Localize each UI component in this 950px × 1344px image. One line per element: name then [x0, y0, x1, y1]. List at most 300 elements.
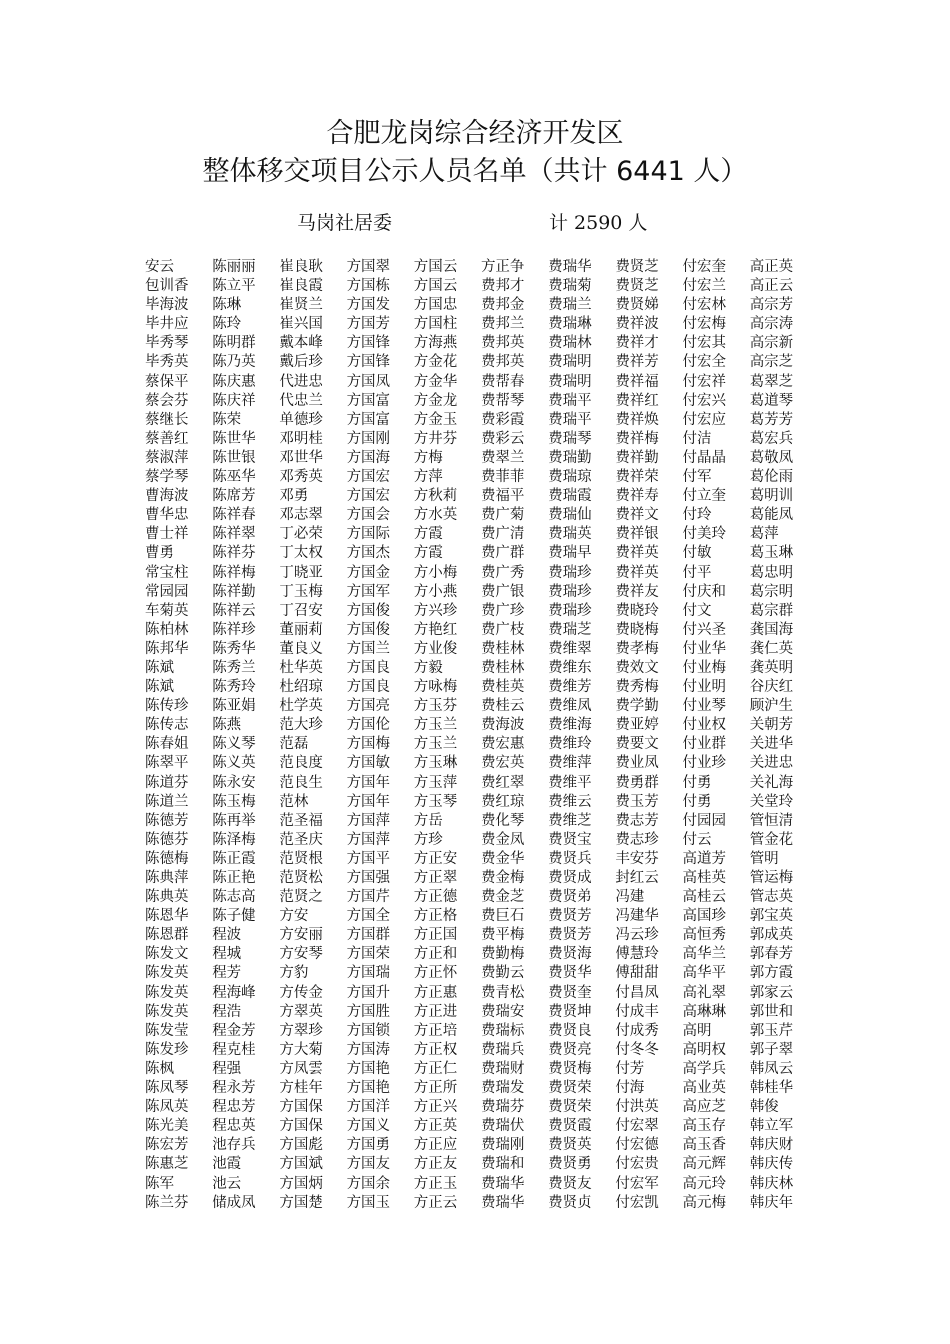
- name-cell: 陈永安: [212, 774, 256, 791]
- name-cell: 方安丽: [279, 927, 323, 944]
- name-cell: 陈道芬: [145, 774, 189, 791]
- name-cell: 费勤云: [480, 965, 525, 982]
- name-cell: 高明: [682, 1022, 712, 1039]
- name-cell: 陈秀玲: [212, 679, 256, 696]
- name-cell: 方毅: [413, 659, 443, 676]
- name-cell: 方国萍: [346, 812, 391, 829]
- name-cell: 费瑞琼: [548, 469, 592, 486]
- name-cell: 方国伦: [346, 717, 391, 734]
- name-cell: 方翠珍: [279, 1022, 323, 1039]
- name-cell: 付业权: [682, 717, 726, 734]
- name-cell: 费瑞财: [480, 1060, 525, 1077]
- name-cell: 高华平: [682, 965, 726, 982]
- name-cell: 方正玉: [413, 1175, 458, 1192]
- name-cell: 郭成英: [749, 927, 794, 944]
- name-cell: 方艳红: [413, 621, 458, 638]
- name-cell: 范贤之: [279, 889, 323, 906]
- name-cell: 付宏林: [682, 297, 726, 314]
- name-cell: 常园园: [145, 583, 189, 600]
- name-cell: 费瑞兰: [548, 297, 592, 314]
- name-cell: 高正云: [749, 278, 794, 295]
- name-cell: 方国年: [346, 774, 391, 791]
- name-cell: 高玉存: [682, 1118, 726, 1135]
- name-cell: 葛玉琳: [749, 545, 794, 562]
- name-cell: 付洪英: [615, 1099, 659, 1116]
- name-cell: 丁玉梅: [279, 583, 323, 600]
- name-cell: 费贤亮: [548, 1041, 592, 1058]
- name-cell: 关朝芳: [749, 717, 794, 734]
- name-cell: 费贤宝: [548, 831, 592, 848]
- name-cell: 郭春芳: [749, 946, 794, 963]
- name-cell: 费瑞芝: [548, 621, 592, 638]
- name-cell: 方国玉: [346, 1194, 391, 1211]
- name-cell: 费祥友: [615, 583, 659, 600]
- name-cell: 陈发珍: [145, 1041, 189, 1058]
- name-cell: 方国瑞: [346, 965, 391, 982]
- name-cell: 葛能凤: [749, 507, 794, 524]
- name-cell: 陈义琴: [212, 736, 256, 753]
- name-cell: 高桂云: [682, 889, 726, 906]
- name-cell: 费帮春: [480, 373, 525, 390]
- name-cell: 费贤芝: [615, 278, 659, 295]
- name-cell: 费瑞华: [548, 259, 592, 275]
- name-column: [212, 258, 279, 1213]
- name-cell: 费邦英: [480, 335, 525, 352]
- name-column: [279, 258, 346, 1213]
- name-cell: 费帮琴: [480, 392, 525, 409]
- name-cell: 费桂林: [480, 640, 525, 657]
- name-cell: 蔡保平: [145, 373, 189, 390]
- name-cell: 方国军: [346, 583, 391, 600]
- name-cell: 方国忠: [413, 297, 458, 314]
- name-cell: 方正德: [413, 889, 458, 906]
- name-cell: 付宏德: [615, 1137, 659, 1154]
- name-cell: 付宏其: [682, 335, 726, 352]
- name-cell: 付美玲: [682, 526, 726, 543]
- name-cell: 费宏惠: [480, 736, 525, 753]
- name-cell: 陈宏芳: [145, 1137, 189, 1154]
- name-cell: 陈祥勤: [212, 583, 256, 600]
- name-cell: 方国栋: [346, 278, 391, 295]
- name-cell: 方国锋: [346, 354, 391, 371]
- name-cell: 顾沪生: [749, 698, 794, 715]
- name-cell: 范贤松: [279, 870, 323, 886]
- name-column: [145, 258, 212, 1213]
- name-cell: 费维东: [548, 659, 592, 676]
- name-cell: 方国萍: [346, 831, 391, 848]
- name-cell: 陈翠平: [145, 755, 189, 772]
- name-cell: 方正仁: [413, 1060, 458, 1077]
- name-cell: 方国俊: [346, 602, 391, 619]
- name-cell: 费桂云: [480, 698, 525, 715]
- name-cell: 费秀梅: [615, 679, 659, 696]
- name-cell: 程强: [212, 1060, 242, 1077]
- name-cell: 方玉芬: [413, 698, 458, 715]
- name-cell: 付业梅: [682, 659, 726, 676]
- name-cell: 代进忠: [279, 373, 323, 390]
- name-cell: 陈正艳: [212, 870, 256, 886]
- name-cell: 高宗涛: [749, 316, 794, 333]
- name-cell: 费金华: [480, 850, 525, 867]
- name-cell: 陈邦华: [145, 640, 189, 657]
- name-cell: 陈德芳: [145, 812, 189, 829]
- name-cell: 冯建: [615, 889, 645, 906]
- name-cell: 方国芹: [346, 889, 391, 906]
- name-cell: 方国良: [346, 659, 391, 676]
- name-cell: 费瑞琳: [548, 316, 592, 333]
- name-cell: 陈秀兰: [212, 659, 256, 676]
- name-cell: 陈立平: [212, 278, 256, 295]
- name-cell: 费祥银: [615, 526, 659, 543]
- name-cell: 方玉兰: [413, 736, 458, 753]
- name-cell: 范林: [279, 793, 309, 810]
- name-cell: 邓勇: [279, 488, 309, 505]
- name-cell: 杜绍琼: [279, 679, 323, 696]
- name-cell: 常宝柱: [145, 564, 189, 581]
- name-cell: 蔡淑萍: [145, 449, 189, 466]
- name-cell: 费贤勇: [548, 1156, 592, 1173]
- name-cell: 葛宗明: [749, 583, 794, 600]
- name-cell: 费贤荣: [548, 1080, 592, 1097]
- name-cell: 费晓梅: [615, 621, 659, 638]
- name-cell: 费祥文: [615, 507, 659, 524]
- name-cell: 付宏梅: [682, 316, 726, 333]
- name-cell: 费瑞珍: [548, 583, 592, 600]
- name-cell: 方正争: [480, 259, 525, 275]
- name-cell: 付宏兴: [682, 392, 726, 409]
- name-cell: 费维玲: [548, 736, 592, 753]
- name-cell: 费亚婷: [615, 717, 659, 734]
- name-cell: 毕海波: [145, 297, 189, 314]
- name-cell: 方兴珍: [413, 602, 458, 619]
- name-cell: 费贤成: [548, 870, 592, 886]
- name-cell: 费瑞平: [548, 392, 592, 409]
- name-cell: 费瑞仙: [548, 507, 592, 524]
- name-cell: 陈光美: [145, 1118, 189, 1135]
- name-cell: 费业凤: [615, 755, 659, 772]
- name-cell: 方正安: [413, 850, 458, 867]
- name-cell: 费瑞和: [480, 1156, 525, 1173]
- name-cell: 方国艳: [346, 1080, 391, 1097]
- name-cell: 管志英: [749, 889, 794, 906]
- name-cell: 付业华: [682, 640, 726, 657]
- name-cell: 丁必荣: [279, 526, 323, 543]
- name-cell: 郭世和: [749, 1003, 794, 1020]
- name-cell: 费勇群: [615, 774, 659, 791]
- name-cell: 陈明群: [212, 335, 256, 352]
- name-cell: 程克桂: [212, 1041, 256, 1058]
- name-cell: 费瑞琴: [548, 430, 592, 447]
- name-cell: 方正格: [413, 908, 458, 925]
- name-cell: 费广秀: [480, 564, 525, 581]
- name-cell: 方国涛: [346, 1041, 391, 1058]
- name-cell: 陈祥翠: [212, 526, 256, 543]
- name-cell: 陈发英: [145, 984, 189, 1001]
- name-cell: 方国保: [279, 1099, 323, 1116]
- name-cell: 陈秀华: [212, 640, 256, 657]
- name-cell: 高应芝: [682, 1099, 726, 1116]
- name-cell: 曹华忠: [145, 507, 189, 524]
- name-cell: 池霞: [212, 1156, 242, 1173]
- name-cell: 方正国: [413, 927, 458, 944]
- name-cell: 方国金: [346, 564, 391, 581]
- name-cell: 费贤芝: [615, 259, 659, 275]
- name-cell: 毕秀琴: [145, 335, 189, 352]
- name-cell: 邓明桂: [279, 430, 323, 447]
- name-cell: 费金梅: [480, 870, 525, 886]
- name-cell: 程海峰: [212, 984, 256, 1001]
- name-cell: 方咏梅: [413, 679, 458, 696]
- name-cell: 方正兴: [413, 1099, 458, 1116]
- name-cell: 管明: [749, 850, 779, 867]
- name-cell: 费祥寿: [615, 488, 659, 505]
- name-cell: 陈乃英: [212, 354, 256, 371]
- name-cell: 冯建华: [615, 908, 659, 925]
- name-cell: 费彩云: [480, 430, 525, 447]
- name-cell: 费瑞霞: [548, 488, 592, 505]
- name-cell: 付云: [682, 831, 712, 848]
- name-cell: 方金玉: [413, 411, 458, 428]
- name-cell: 费贤良: [548, 1022, 592, 1039]
- name-cell: 方国群: [346, 927, 391, 944]
- name-cell: 方国升: [346, 984, 391, 1001]
- name-cell: 范圣庆: [279, 831, 323, 848]
- name-cell: 费瑞明: [548, 373, 592, 390]
- name-cell: 池云: [212, 1175, 242, 1192]
- name-cell: 费瑞早: [548, 545, 592, 562]
- name-cell: 方国彪: [279, 1137, 323, 1154]
- name-cell: 高宗芝: [749, 354, 794, 371]
- name-cell: 方正权: [413, 1041, 458, 1058]
- name-cell: 陈发英: [145, 1003, 189, 1020]
- name-cell: 费广银: [480, 583, 525, 600]
- name-cell: 丁晓亚: [279, 564, 323, 581]
- name-cell: 陈军: [145, 1175, 174, 1192]
- name-cell: 方玉琳: [413, 755, 458, 772]
- name-cell: 曹海波: [145, 488, 189, 505]
- name-cell: 方国保: [279, 1118, 323, 1135]
- name-cell: 费贤梅: [548, 1060, 592, 1077]
- name-cell: 葛宏兵: [749, 430, 794, 447]
- name-cell: 付海: [615, 1080, 645, 1097]
- name-cell: 代忠兰: [279, 392, 323, 409]
- name-cell: 付宏奎: [682, 259, 726, 275]
- name-cell: 方国梅: [346, 736, 391, 753]
- name-cell: 费红琼: [480, 793, 525, 810]
- name-cell: 方国凤: [346, 373, 391, 390]
- name-column: [481, 258, 548, 1213]
- name-cell: 葛芳芳: [749, 411, 794, 428]
- name-cell: 方国富: [346, 392, 391, 409]
- name-cell: 陈世华: [212, 430, 256, 447]
- name-cell: 方金龙: [413, 392, 458, 409]
- name-cell: 韩桂华: [749, 1080, 794, 1097]
- name-cell: 费金芝: [480, 889, 525, 906]
- name-cell: 方正和: [413, 946, 458, 963]
- name-cell: 邓秀英: [279, 469, 323, 486]
- name-cell: 董良义: [279, 640, 323, 657]
- name-cell: 方岳: [413, 812, 443, 829]
- name-cell: 高礼翠: [682, 984, 726, 1001]
- name-cell: 傅甜甜: [615, 965, 659, 982]
- name-cell: 方国宏: [346, 469, 391, 486]
- name-cell: 费维平: [548, 774, 592, 791]
- name-cell: 方玉琴: [413, 793, 458, 810]
- name-cell: 付业珍: [682, 755, 726, 772]
- name-cell: 陈春姐: [145, 736, 189, 753]
- name-cell: 方正培: [413, 1022, 458, 1039]
- name-cell: 陈发文: [145, 946, 189, 963]
- name-cell: 方水英: [413, 507, 458, 524]
- name-cell: 方国兰: [346, 640, 391, 657]
- name-cell: 费晓玲: [615, 602, 659, 619]
- name-cell: 葛翠芝: [749, 373, 794, 390]
- name-cell: 陈世银: [212, 449, 256, 466]
- name-cell: 关堂玲: [749, 793, 794, 810]
- name-cell: 陈凤琴: [145, 1080, 189, 1097]
- name-cell: 方国荣: [346, 946, 391, 963]
- name-cell: 付文: [682, 602, 712, 619]
- name-cell: 付宏军: [615, 1175, 659, 1192]
- name-cell: 费勤梅: [480, 946, 525, 963]
- name-cell: 付立奎: [682, 488, 726, 505]
- name-cell: 方梅: [413, 449, 443, 466]
- name-cell: 葛忠明: [749, 564, 794, 581]
- name-cell: 费巨石: [480, 908, 525, 925]
- name-cell: 付宏兰: [682, 278, 726, 295]
- name-cell: 葛宗群: [749, 602, 794, 619]
- name-cell: 陈斌: [145, 659, 174, 676]
- name-cell: 费祥才: [615, 335, 659, 352]
- name-cell: 费广清: [480, 526, 525, 543]
- name-cell: 陈传珍: [145, 698, 189, 715]
- name-cell: 费宏英: [480, 755, 525, 772]
- name-cell: 陈德梅: [145, 850, 189, 867]
- name-cell: 费祥荣: [615, 469, 659, 486]
- name-column: [750, 258, 817, 1213]
- name-cell: 费平梅: [480, 927, 525, 944]
- name-cell: 费贤弟: [548, 889, 592, 906]
- name-cell: 韩立军: [749, 1118, 794, 1135]
- name-cell: 方国芳: [346, 316, 391, 333]
- name-cell: 方安: [279, 908, 309, 925]
- name-cell: 管金花: [749, 831, 794, 848]
- name-cell: 毕井应: [145, 316, 189, 333]
- name-cell: 付晶晶: [682, 449, 726, 466]
- name-cell: 费广群: [480, 545, 525, 562]
- name-cell: 费翠兰: [480, 449, 525, 466]
- name-cell: 龚英明: [749, 659, 794, 676]
- name-cell: 方国俊: [346, 621, 391, 638]
- name-cell: 付玲: [682, 507, 712, 524]
- name-cell: 高元玲: [682, 1175, 726, 1192]
- name-cell: 付昌凤: [615, 984, 659, 1001]
- name-cell: 陈典英: [145, 889, 189, 906]
- name-cell: 费瑞发: [480, 1080, 525, 1097]
- name-cell: 方国杰: [346, 545, 391, 562]
- name-cell: 费祥芳: [615, 354, 659, 371]
- name-cell: 费贤兵: [548, 850, 592, 867]
- name-cell: 陈亚娟: [212, 698, 256, 715]
- name-cell: 陈玲: [212, 316, 242, 333]
- name-cell: 方金花: [413, 354, 458, 371]
- name-cell: 费瑞珍: [548, 602, 592, 619]
- name-cell: 方正所: [413, 1080, 458, 1097]
- name-cell: 费福平: [480, 488, 525, 505]
- name-cell: 崔贤兰: [279, 297, 323, 314]
- name-cell: 陈丽丽: [212, 259, 256, 275]
- name-cell: 费贤友: [548, 1175, 592, 1192]
- name-cell: 高明权: [682, 1041, 726, 1058]
- name-cell: 费桂英: [480, 679, 525, 696]
- name-cell: 程忠英: [212, 1118, 256, 1135]
- name-cell: 高玉香: [682, 1137, 726, 1154]
- name-cell: 车菊英: [145, 602, 189, 619]
- name-cell: 费瑞伏: [480, 1118, 525, 1135]
- name-cell: 陈志高: [212, 889, 256, 906]
- name-cell: 程芳: [212, 965, 242, 982]
- name-cell: 郭子翠: [749, 1041, 794, 1058]
- name-cell: 方正翠: [413, 870, 458, 886]
- name-cell: 方国际: [346, 526, 391, 543]
- name-cell: 葛伦雨: [749, 469, 794, 486]
- name-cell: 蔡继长: [145, 411, 189, 428]
- name-cell: 费玉芳: [615, 793, 659, 810]
- name-cell: 费邦兰: [480, 316, 525, 333]
- name-cell: 董丽莉: [279, 621, 323, 638]
- name-cell: 方安琴: [279, 946, 323, 963]
- name-cell: 费维萍: [548, 755, 592, 772]
- document-title-line2: 整体移交项目公示人员名单（共计 6441 人）: [202, 156, 748, 187]
- name-cell: 付业明: [682, 679, 726, 696]
- name-cell: 戴本峰: [279, 335, 323, 352]
- name-cell: 付勇: [682, 774, 712, 791]
- name-cell: 费祥英: [615, 564, 659, 581]
- name-cell: 付庆和: [682, 583, 726, 600]
- name-column: [615, 258, 682, 1213]
- name-cell: 方国云: [413, 259, 458, 275]
- name-cell: 费广枝: [480, 621, 525, 638]
- name-cell: 付宏全: [682, 354, 726, 371]
- name-cell: 费贤芳: [548, 927, 592, 944]
- name-cell: 陈典萍: [145, 870, 189, 886]
- name-cell: 方国余: [346, 1175, 391, 1192]
- name-cell: 关进忠: [749, 755, 794, 772]
- name-cell: 付宏应: [682, 411, 726, 428]
- name-cell: 方传金: [279, 984, 323, 1001]
- name-cell: 方正云: [413, 1194, 458, 1211]
- name-cell: 方国会: [346, 507, 391, 524]
- name-cell: 程城: [212, 946, 242, 963]
- name-cell: 费广菊: [480, 507, 525, 524]
- name-cell: 方井芬: [413, 430, 458, 447]
- name-cell: 程波: [212, 927, 242, 944]
- name-cell: 费维芝: [548, 812, 592, 829]
- name-cell: 方小梅: [413, 564, 458, 581]
- document-title-line1: 合肥龙岗综合经济开发区: [326, 118, 624, 149]
- name-cell: 龚国海: [749, 621, 794, 638]
- name-cell: 韩庆年: [749, 1194, 794, 1211]
- name-cell: 高恒秀: [682, 927, 726, 944]
- name-cell: 郭方霞: [749, 965, 794, 982]
- name-cell: 陈兰芬: [145, 1194, 189, 1211]
- name-cell: 费瑞珍: [548, 564, 592, 581]
- name-cell: 费祥波: [615, 316, 659, 333]
- name-cell: 丰安芬: [615, 850, 659, 867]
- name-cell: 范磊: [279, 736, 309, 753]
- name-column: [548, 258, 615, 1213]
- name-cell: 费青松: [480, 984, 525, 1001]
